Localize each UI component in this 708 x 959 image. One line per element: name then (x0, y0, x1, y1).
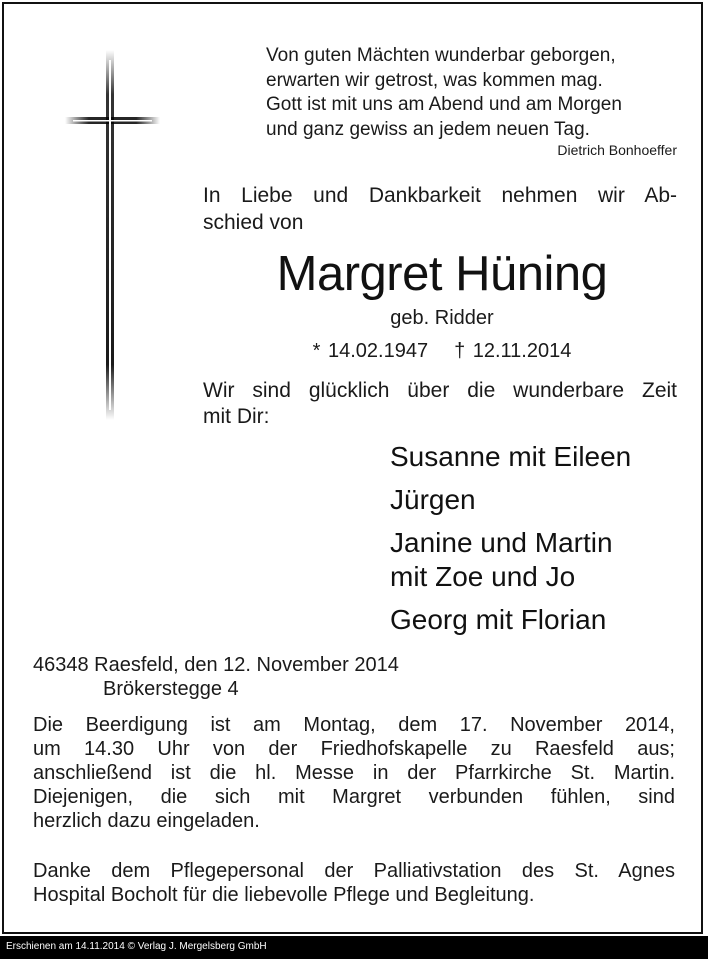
intro-line: In Liebe und Dankbarkeit nehmen wir Ab- (203, 184, 677, 207)
grateful-line: mit Dir: (203, 405, 270, 428)
death-date: † 12.11.2014 (454, 340, 572, 362)
poem-author: Dietrich Bonhoeffer (557, 142, 677, 158)
thanks-text (33, 859, 675, 907)
poem-line: und ganz gewiss an jedem neuen Tag. (266, 118, 590, 140)
poem-line: Von guten Mächten wunderbar geborgen, (266, 45, 616, 66)
cross-icon (65, 50, 160, 420)
poem-line: erwarten wir getrost, was kommen mag. (266, 69, 603, 91)
grateful-line: Wir sind glücklich über die wunderbare Zeit (203, 379, 677, 402)
thanks-line: Danke dem Pflegepersonal der Palliativstation des St. Agnes (33, 860, 675, 882)
funeral-info (33, 713, 675, 833)
funeral-line: Die Beerdigung ist am Montag, dem 17. November 2014, (33, 714, 675, 736)
funeral-line: Diejenigen, die sich mit Margret verbunden fühlen, sind (33, 786, 675, 808)
birth-date: * 14.02.1947 (312, 340, 429, 362)
bonhoeffer-poem (266, 44, 622, 142)
family-member: Susanne mit Eileen (390, 441, 632, 472)
birth-name: geb. Ridder (390, 307, 494, 329)
thanks-line: Hospital Bocholt für die liebevolle Pflege und Begleitung. (33, 884, 535, 906)
place-date: 46348 Raesfeld, den 12. November 2014 (33, 654, 399, 676)
life-dates (0, 340, 708, 363)
intro-line: schied von (203, 211, 304, 234)
family-member: Georg mit Florian (390, 604, 607, 635)
intro-text (203, 182, 677, 236)
poem-line: Gott ist mit uns am Abend und am Morgen (266, 94, 622, 115)
grateful-text (203, 378, 677, 430)
funeral-line: herzlich dazu eingeladen. (33, 810, 260, 832)
funeral-line: um 14.30 Uhr von der Friedhofskapelle zu Raesfeld aus; (33, 738, 675, 760)
publication-footer (0, 936, 708, 959)
deceased-name: Margret Hüning (276, 247, 608, 301)
footer-text: Erschienen am 14.11.2014 © Verlag J. Mergelsberg GmbH (6, 941, 267, 952)
family-member: Jürgen (390, 484, 476, 515)
family-member: Janine und Martin (390, 527, 613, 558)
funeral-line: anschließend ist die hl. Messe in der Pfarrkirche St. Martin. (33, 762, 675, 784)
family-member: mit Zoe und Jo (390, 561, 576, 592)
street-address: Brökerstegge 4 (103, 678, 239, 700)
